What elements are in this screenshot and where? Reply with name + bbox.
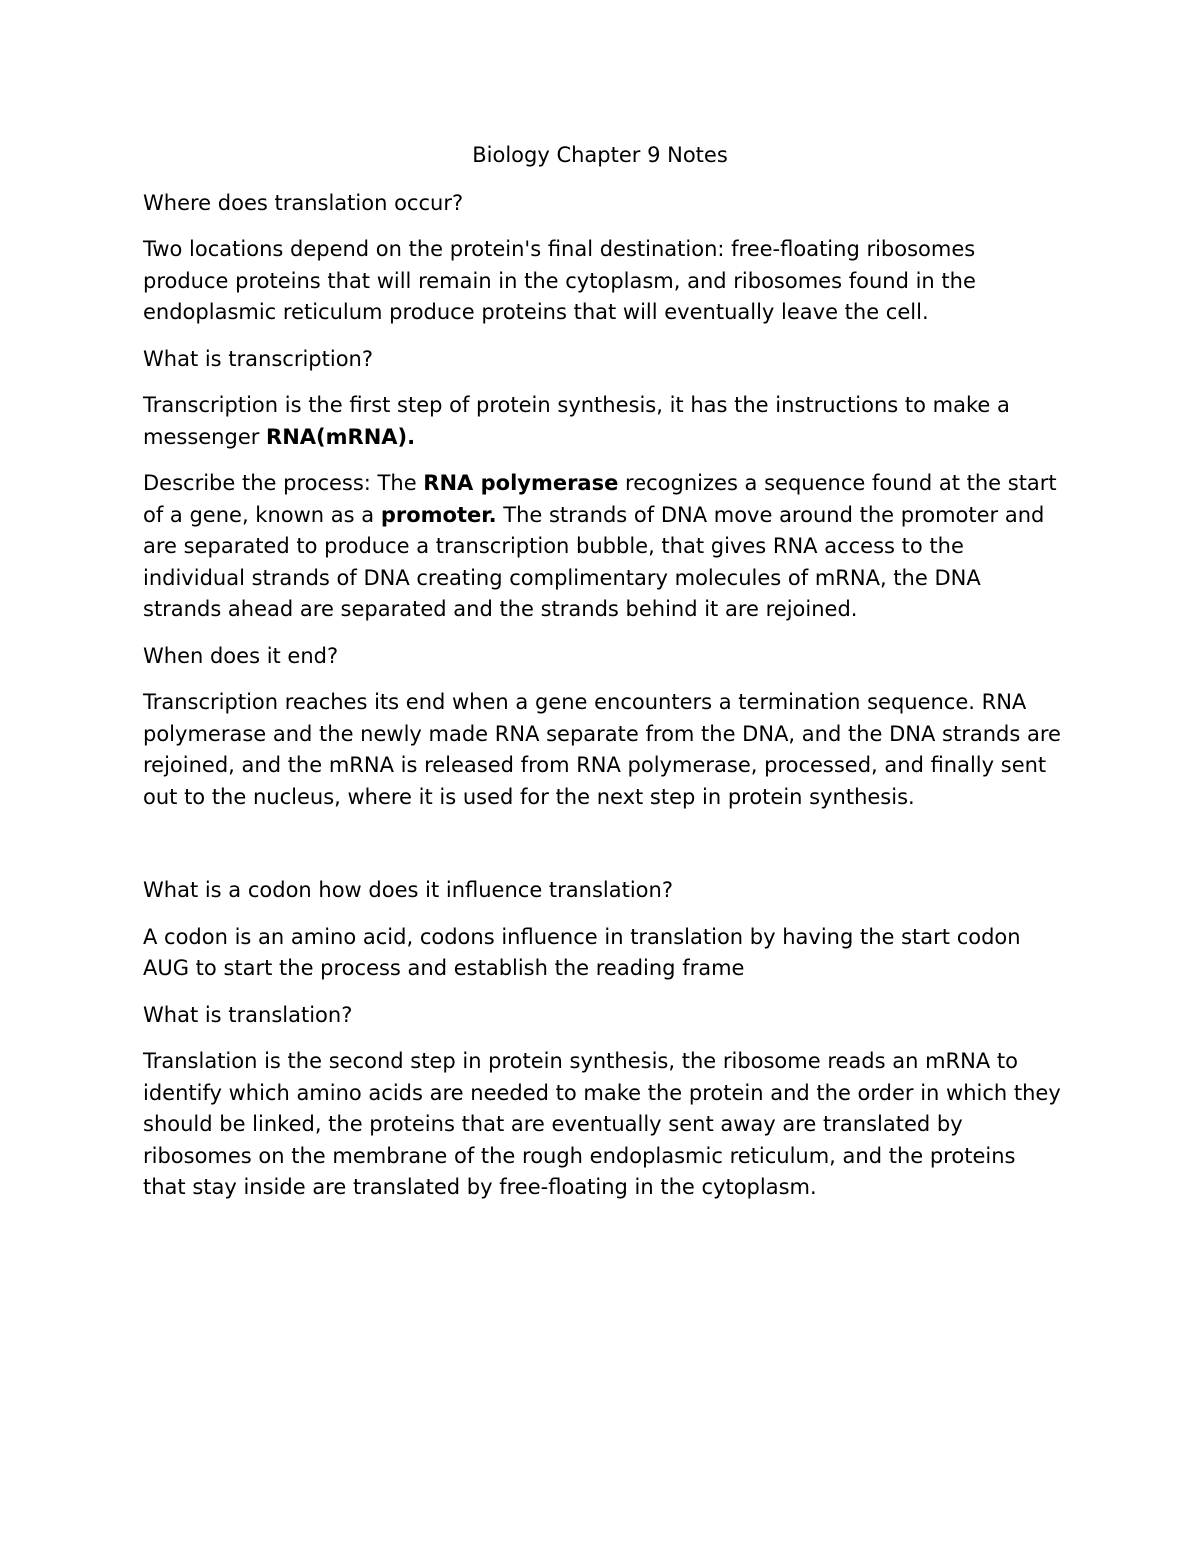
document-title: Biology Chapter 9 Notes: [472, 143, 728, 167]
answer-translation-location: Two locations depend on the protein's final destination: free-floating ribosomes produce proteins that will remain in the cytoplasm, and ribosomes found in the endoplasmic reticulum produce proteins that will eventually leave the cell.: [143, 237, 976, 324]
question-transcription: What is transcription?: [143, 346, 374, 371]
answer-describe-process-text-3: The strands of DNA move around the promoter and are separated to produce a transcription bubble, that gives RNA access to the individual strands of DNA creating complimentary molecules of mRNA, the DNA strands ahead are separated and the strands behind it are rejoined.: [143, 502, 1045, 621]
answer-describe-process-text-1: Describe the process: The: [143, 471, 424, 495]
question-translation-location: Where does translation occur?: [143, 190, 464, 215]
answer-translation: Translation is the second step in protein synthesis, the ribosome reads an mRNA to identify which amino acids are needed to make the protein and the order in which they should be linked, the proteins that are eventually sent away are translated by ribosomes on the membrane of the rough endoplasmic reticulum, and the proteins that stay inside are translated by free-floating in the cytoplasm.: [143, 1049, 1061, 1199]
answer-codon: A codon is an amino acid, codons influence in translation by having the start codon AUG to start the process and establish the reading frame: [143, 924, 1021, 980]
answer-describe-process-text-2: recognizes a sequence found at the start of a gene, known as a: [143, 471, 1057, 527]
document-body: [143, 140, 1063, 1219]
blank-line: [143, 828, 1063, 875]
answer-end: Transcription reaches its end when a gene encounters a termination sequence. RNA polymerase and the newly made RNA separate from the DNA, and the DNA strands are rejoined, and the mRNA is released from RNA polymerase, processed, and finally sent out to the nucleus, where it is used for the next step in protein synthesis.: [143, 690, 1061, 809]
answer-describe-process: [143, 468, 1063, 626]
answer-transcription: [143, 390, 1063, 453]
answer-transcription-text: Transcription is the first step of protein synthesis, it has the instructions to make a messenger: [143, 393, 1010, 449]
question-end: When does it end?: [143, 643, 339, 668]
answer-transcription-bold-mrna: RNA(mRNA).: [266, 424, 416, 449]
question-codon: What is a codon how does it influence translation?: [143, 878, 673, 902]
answer-describe-process-bold-promoter: promoter.: [380, 502, 497, 527]
answer-describe-process-bold-rna-polymerase: RNA polymerase: [423, 471, 619, 495]
question-translation: What is translation?: [143, 1002, 353, 1027]
